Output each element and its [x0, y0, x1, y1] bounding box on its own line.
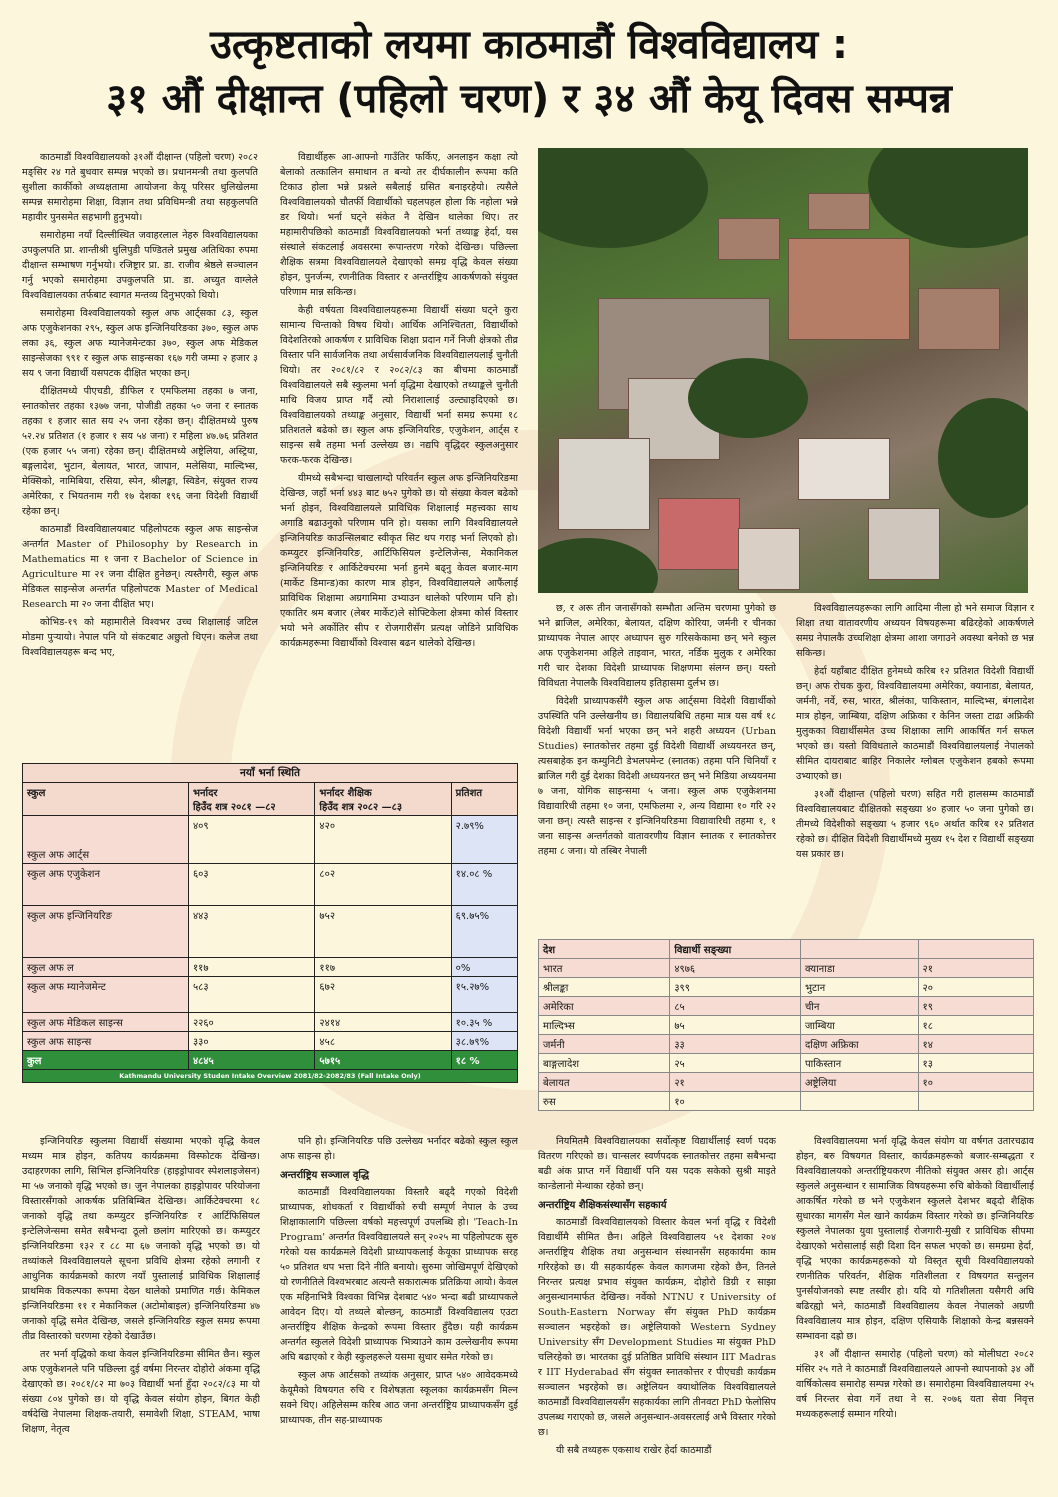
- table-row: स्कुल अफ साइन्स ३३० ४५८ ३८.७९%: [23, 1032, 518, 1051]
- table-row: भारत ४९७६ क्यानाडा २१: [539, 959, 1034, 978]
- table-footer: Kathmandu University Studen Intake Overview 2081/82-2082/83 (Fall Intake Only): [23, 1070, 518, 1083]
- paragraph: इन्जिनियरिङ स्कुलमा विद्यार्थी संख्यामा भएको वृद्धि केवल मध्यम मात्र होइन, कतिपय कार्यक्रममा विस्फोटक देखिन्छ। उदाहरणका लागि, सिभिल इन्जिनियरिङ (हाइड्रोपावर स्पेशलाइजेसन) मा ५७ जनाको वृद्धि भएको छ। जुन नेपालका हाइड्रोपावर परियोजना विस्तारसँगको आकर्षक प्रतिबिम्बित देखिन्छ। आर्किटेक्चरमा १८ जनाको वृद्धि तथा कम्प्युटर इन्जिनियरिङ र आर्टिफिसियल इन्टेलिजेन्समा समेत सबैभन्दा ठूलो छलांग मारिएको छ। कम्प्युटर इन्जिनियरिङमा १३२ र ८८ मा ६७ जनाको वृद्धि भएको छ। यो तथ्यांकले विश्वविद्यालयले सूचना प्रविधि क्षेत्रमा रहेको लगानी र आधुनिक कार्यक्रमको कारण नयाँ पुस्तालाई प्राविधिक शिक्षालाई प्राथमिक विकल्पका रूपमा देख्न थालेको प्रमाणित गर्छ। केमिकल इन्जिनियरिङमा ११ र मेकानिकल (अटोमोबाइल) इन्जिनियरिङमा ४७ जनाको वृद्धि समेत देखिन्छ, जसले इन्जिनियरिङ स्कुल समग्र रूपमा तीव्र विस्तारको चरणमा रहेको देखाउँछ।: [22, 1136, 260, 1342]
- paragraph: नियमितमै विश्वविद्यालयका सर्वोत्कृष्ट विद्यार्थीलाई स्वर्ण पदक वितरण गरिएको छ। चान्सलर स्वर्णपदक स्नातकोत्तर तहमा सबैभन्दा बढी अंक प्राप्त गर्ने विद्यार्थी पनि यस पदक सकेको सुश्री माइते कान्डेलानो मेन्थाका रहेको छन्।: [538, 1136, 776, 1192]
- table-header-row: देश विद्यार्थी सङ्ख्या: [539, 940, 1034, 959]
- paragraph: छ, र अरू तीन जनासँगको सम्भौता अन्तिम चरणमा पुगेको छ भने ब्राजिल, अमेरिका, बेलायत, दक्षिण कोरिया, जर्मनी र चीनका प्राध्यापक नेपाल आएर अध्यापन सुरु गरिसकेकामा छन् भने स्कुल अफ एजुकेशनमा अहिले ताइवान, भारत, नर्डिक मुलुक र अमेरिका गरी चार देशका विदेशी प्राध्यापक शिक्षणमा संलग्न छन्। यस्तो विविधता नेपालकै विश्वविद्यालय इतिहासमा दुर्लभ छ।: [538, 603, 776, 689]
- subheading: अन्तर्राष्ट्रिय शैक्षिकसंस्थासँग सहकार्य: [538, 1200, 667, 1211]
- headline-line-1: उत्कृष्टताको लयमा काठमाडौं विश्वविद्यालय :: [209, 22, 849, 68]
- column-header: प्रतिशत: [451, 783, 517, 816]
- paragraph: विश्वविद्यालयमा भर्ना वृद्धि केवल संयोग या वर्षगत उतारचढाव होइन, बरु विषयगत विस्तार, कार्यक्रमहरूको बजार-सम्बद्धता र विश्वविद्यालयको अन्तर्राष्ट्रियकरण नीतिको संयुक्त असर हो। आर्ट्स स्कुलले अनुसन्धान र सामाजिक विषयहरूमा रुचि बोकेको विद्यार्थीलाई आकर्षित गरेको छ भने एजुकेशन स्कुलले देशभर बढ्दो शैक्षिक सुधारका मागसँग मेल खाने कार्यक्रम विस्तार गरेको छ। इन्जिनियरिङ स्कुलले नेपालका युवा पुस्तालाई रोजगारी-मुखी र प्राविधिक सीपमा देखाएको भरोसालाई सही दिशा दिन सफल भएको छ। समग्रमा हेर्दा, वृद्धि भएका कार्यक्रमहरूको यो विस्तृत सूची विश्वविद्यालयको रणनीतिक परिवर्तन, शैक्षिक गतिशीलता र विषयगत सन्तुलन पुनर्संयोजनको स्पष्ट तस्वीर हो। यदि यो गतिशीलता यसैगरी अघि बढिरह्यो भने, काठमाडौं विश्वविद्यालय केवल नेपालको अग्रणी विश्वविद्यालय मात्र होइन, दक्षिण एसियाकै शिक्षाको केन्द्र बन्नसक्ने सम्भावना दह्रो छ।: [796, 1136, 1034, 1342]
- column-header: भर्नादर हिउँद शत्र २०८१ —८२: [188, 783, 314, 816]
- paragraph: विद्यार्थीहरू आ-आफ्नो गाउँतिर फर्किए, अनलाइन कक्षा त्यो बेलाको तत्कालिन समाधान त बन्यो तर दीर्घकालीन रूपमा कति टिकाउ होला भन्ने प्रश्नले सबैलाई ग्रसित बनाइरहेयो। त्यसैले विश्वविद्यालयको चौतर्फी विद्यार्थीको चहलपहल होला कि नहोला भन्ने डर थियो। भर्ना घट्ने संकेत नै देखिन थालेका थिए। तर महामारीपछिको काठमाडौं विश्वविद्यालयको भर्ना तथ्याङ्क हेर्दा, यस संस्थाले संकटलाई अवसरमा रूपान्तरण गरेको देखिन्छ। पछिल्ला शैक्षिक सत्रमा विश्वविद्यालयले देखाएको समग्र वृद्धि केवल संख्या होइन, पुनर्जन्म, रणनीतिक विस्तार र अन्तर्राष्ट्रिय आकर्षणको संयुक्त परिणाम मान्न सकिन्छ।: [280, 152, 518, 298]
- paragraph: काठमाडौं विश्वविद्यालयको विस्तार केवल भर्ना वृद्धि र विदेशी विद्यार्थीमै सीमित छैन। अहिले विश्वविद्यालय ५१ देशका २०४ अन्तर्राष्ट्रिय शैक्षिक तथा अनुसन्धान संस्थानसँग सहकार्यमा काम गरिरहेको छ। यी सहकार्यहरू केवल कागजमा रहेको छैन, तिनले निरन्तर प्रत्यक्ष प्रभाव संयुक्त कार्यक्रम, दोहोरो डिग्री र साझा अनुसन्धानमार्फत देखिन्छ। नर्वेको NTNU र University of South-Eastern Norway सँग संयुक्त PhD कार्यक्रम सञ्चालन भइरहेको छ। अष्ट्रेलियाको Western Sydney University सँग Development Studies मा संयुक्त PhD चलिरहेको छ। भारतका दुई प्रतिष्ठित प्राविधि संस्थान IIT Madras र IIT Hyderabad सँग संयुक्त स्नातकोत्तर र पीएचडी कार्यक्रम सञ्चालन भइरहेको छ। अष्ट्रेलियन क्याथोलिक विश्वविद्यालयले काठमाडौं विश्वविद्यालयसँग सहकार्यका लागि तीनवटा PhD फेलोसिप उपलब्ध गराएको छ, जसले अनुसन्धान-अवसरलाई अभै विस्तार गरेको छ।: [538, 1217, 776, 1438]
- article-column-6: [280, 1134, 518, 1488]
- article-column-8: [796, 1134, 1034, 1488]
- paragraph: हेर्दा यहाँबाट दीक्षित हुनेमध्ये करिब १२ प्रतिशत विदेशी विद्यार्थी छन्। अफ रोचक कुरा, विश्वविद्यालयमा अमेरिका, क्यानाडा, बेलायत, जर्मनी, नर्वे, रुस, भारत, श्रीलंका, पाकिस्तान, माल्दिभ्स, बंगलादेश मात्र होइन, जाम्बिया, दक्षिण अफ्रिका र केनिन जस्ता टाढा अफ्रिकी मुलुकका विद्यार्थीसमेत उच्च शिक्षाका लागि आकर्षित गर्न सफल भएको छ। यस्तो विविधताले काठमाडौं विश्वविद्यालयलाई नेपालको सीमित दायराबाट बाहिर निकालेर ग्लोबल एजुकेशन हबको रूपमा उभ्याएको छ।: [796, 666, 1034, 782]
- paragraph: काठमाडौं विश्वविद्यालयबाट पहिलोपटक स्कुल अफ साइन्सेज अन्तर्गत Master of Philosophy by Research in Mathematics मा १ जना र Bachelor of Science in Agriculture मा २१ जना दीक्षित हुनेछन्। त्यस्तैगरी, स्कुल अफ मेडिकल साइन्सेज अन्तर्गत पहिलोपटक Master of Medical Research मा २० जना दीक्षित भए।: [22, 524, 258, 610]
- campus-aerial-photo: [538, 148, 1028, 593]
- article-column-4: [796, 601, 1034, 933]
- table-row: श्रीलङ्का ३९९ भुटान २०: [539, 978, 1034, 997]
- article-column-5: [22, 1134, 260, 1488]
- enrollment-table: [22, 763, 518, 1083]
- paragraph: यी सबै तथ्यहरू एकसाथ राखेर हेर्दा काठमाडौं: [556, 1445, 712, 1456]
- paragraph: पनि हो। इन्जिनियरिङ पछि उल्लेख्य भर्नादर बढेको स्कुल स्कुल अफ साइन्स हो।: [280, 1136, 518, 1162]
- paragraph: काठमाडौं विश्वविद्यालयका विस्तारै बढ्दै गएको विदेशी प्राध्यापक, शोधकर्ता र विद्यार्थीको रुची सम्पूर्ण नेपाल के उच्च शिक्षाकालागि पछिल्ला वर्षको महत्त्वपूर्ण उपलब्धि हो। 'Teach-In Program' अन्तर्गत विश्वविद्यालयले सन् २०२५ मा पहिलोपटक सुरु गरेको यस कार्यक्रमले विदेशी प्राध्यापकलाई केयूका प्राध्यापक सरह ५० प्रतिशत थप भत्ता दिने नीति बनायो। सुरुमा जोखिमपूर्ण देखिएको यो रणनीतिले विश्वभरबाट अत्यन्तै सकारात्मक प्रतिक्रिया आयो। केवल एक महिनाभित्रै विश्वका विभिन्न देशबाट ५४० भन्दा बढी प्राध्यापकले आवेदन दिए। यो तथ्यले बोल्छन्, काठमाडौं विश्वविद्यालय एउटा अन्तर्राष्ट्रिय शैक्षिक केन्द्रको रूपमा विस्तार हुँदैछ। यही कार्यक्रम अन्तर्गत स्कुलले विदेशी प्राध्यापक भित्र्याउने काम उल्लेखनीय रूपमा अघि बढाएको र केही स्कुलहरूले यसमा सुधार समेत गरेको छ।: [280, 1187, 518, 1363]
- headline: [0, 18, 1058, 126]
- paragraph: ३१औं दीक्षान्त (पहिलो चरण) सहित गरी हालसम्म काठमाडौं विश्वविद्यालयबाट दीक्षितको सङ्ख्या ४० हजार ५० जना पुगेको छ। तीमध्ये विदेशीको सङ्ख्या ५ हजार ९६० अर्थात करिब १२ प्रतिशत रहेको छ। दीक्षित विदेशी विद्यार्थीमध्ये मुख्य १५ देश र विद्यार्थी सङ्ख्या यस प्रकार छ।: [796, 789, 1034, 860]
- paragraph: ३१ औं दीक्षान्त समारोह (पहिलो चरण) को मोलीघटा २०८२ मंसिर २५ गते ने काठमाडौं विश्वविद्यालयले आफ्नो स्थापनाको ३४ औं वार्षिकोत्सव समारोह सम्पन्न गरेको छ। समारोहमा विश्वविद्यालयमा २५ वर्ष निरन्तर सेवा गर्ने तथा ने स. २०७६ यता सेवा निवृत्त मध्यकहरूलाई सम्मान गरियो।: [796, 1349, 1034, 1420]
- headline-line-2: ३१ औं दीक्षान्त (पहिलो चरण) र ३४ औं केयू दिवस सम्पन्न: [106, 76, 952, 122]
- article-column-3: [538, 601, 776, 933]
- table-row: स्कुल अफ ल ११७ ११७ ०%: [23, 958, 518, 977]
- table-row: बेलायत २१ अष्ट्रेलिया १०: [539, 1073, 1034, 1092]
- table-caption: नयाँ भर्ना स्थिति: [23, 764, 518, 783]
- table-row: जर्मनी ३३ दक्षिण अफ्रिका १४: [539, 1035, 1034, 1054]
- table-row: स्कुल अफ इन्जिनियरिङ ४४३ ७५२ ६९.७५%: [23, 906, 518, 958]
- paragraph: काठमाडौं विश्वविद्यालयको ३१औं दीक्षान्त (पहिलो चरण) २०८२ मङ्सिर २४ गते बुधवार सम्पन्न भएको छ। प्रधानमन्त्री तथा कुलपति सुशीला कार्कीको अध्यक्षतामा आयोजना केयू परिसर धुलिखेलमा सम्पन्न समारोहमा शिक्षा, विज्ञान तथा प्रविधिमन्त्री तथा सहकुलपति महावीर पुनसमेत सहभागी हुनुभयो।: [22, 152, 258, 223]
- paragraph: विश्वविद्यालयहरूका लागि आदिमा नीला हो भने समाज विज्ञान र शिक्षा तथा वातावरणीय अध्ययन विषयहरूमा बढिरहेको आकर्षणले समग्र नेपालकै उच्चशिक्षा क्षेत्रमा आशा जगाउने अवस्था बनेको छ भन्न सकिन्छ।: [796, 603, 1034, 659]
- country-student-table: [538, 939, 1034, 1111]
- subheading: अन्तर्राष्ट्रिय सञ्जाल वृद्धि: [280, 1170, 369, 1181]
- table-row: स्कुल अफ मेडिकल साइन्स २२६० २४१४ १०.३५ %: [23, 1013, 518, 1032]
- column-header: स्कुल: [23, 783, 189, 816]
- article-column-7: [538, 1134, 776, 1488]
- article-column-1: [22, 150, 258, 756]
- table-row: रुस १०: [539, 1092, 1034, 1111]
- paragraph: समारोहमा नयाँ दिल्लीस्थित जवाहरलाल नेहरु विश्वविद्यालयका उपकुलपति प्रा. शान्तीश्री धुलिपुडी पण्डितले प्रमुख अतिथिका रुपमा दीक्षान्त सम्भाषण गर्नुभयो। रजिष्ट्रार प्रा. डा. राजीव श्रेष्ठले सञ्चालन गर्नु भएको समारोहमा उपकुलपति प्रा. डा. अच्युत वाग्लेले विश्वविद्यालयका तर्फबाट स्वागत मन्तव्य दिनुभएको थियो।: [22, 230, 258, 301]
- paragraph: स्कुल अफ आर्टसको तथ्यांक अनुसार, प्राप्त ५४० आवेदकमध्ये केयूमैको विषयगत रुचि र विशेषज्ञता स्कूलका कार्यक्रमसँग मिल्न सक्ने थिए। अहिलेसम्म करिब आठ जना अन्तर्राष्ट्रिय प्राध्यापकसँग दुई प्राध्यापक, तीन सह-प्राध्यापक: [280, 1370, 518, 1426]
- table-row: बाङ्गलादेश २५ पाकिस्तान १३: [539, 1054, 1034, 1073]
- paragraph: कोभिड-१९ को महामारीले विश्वभर उच्च शिक्षालाई जटिल मोडमा पुऱ्यायो। नेपाल पनि यो संकटबाट अछुतो थिएन। कलेज तथा विश्वविद्यालयहरू बन्द भए,: [22, 617, 258, 658]
- article-column-2: [280, 150, 518, 756]
- table-total-row: कुल ४८४५ ५७१५ १८ %: [23, 1051, 518, 1070]
- paragraph: समारोहमा विश्वविद्यालयको स्कुल अफ आर्ट्सका ८३, स्कुल अफ एजुकेशनका २९५, स्कुल अफ इन्जिनियरिङका ३७०, स्कुल अफ लका ३६, स्कुल अफ म्यानेजमेन्टका ३७०, स्कुल अफ मेडिकल साइन्सेजका ९९१ र स्कुल अफ साइन्सका १६७ गरी जम्मा २ हजार ३ सय ९ जना विद्यार्थी यसपटक दीक्षित भएका छन्।: [22, 308, 258, 379]
- table-row: स्कुल अफ एजुकेशन ६०३ ८०२ १४.०८ %: [23, 864, 518, 906]
- paragraph: दीक्षितमध्ये पीएचडी, डीफिल र एमफिलमा तहका ७ जना, स्नातकोत्तर तहका १३७७ जना, पोजीडी तहका ५० जना र स्नातक तहका १ हजार सात सय २५ जना रहेका छन्। दीक्षितमध्ये पुरुष ५२.२४ प्रतिशत (१ हजार १ सय ५४ जना) र महिला ४७.७६ प्रतिशत (एक हजार ५५ जना) रहेका छन्। दीक्षितमध्ये अष्ट्रेलिया, अस्ट्रिया, बङ्गलादेश, भुटान, बेलायत, भारत, जापान, मलेसिया, माल्दिभ्स, मेक्सिको, नामिबिया, रसिया, स्पेन, श्रीलङ्का, स्विडेन, संयुक्त राज्य अमेरिका, र भियतनाम गरी १७ देशका १९६ जना विदेशी विद्यार्थी रहेका छन्।: [22, 386, 258, 517]
- paragraph: यीमध्ये सबैभन्दा चाखलाग्दो परिवर्तन स्कुल अफ इन्जिनियरिङमा देखिन्छ, जहाँ भर्ना ४४३ बाट ७५२ पुगेको छ। यो संख्या केवल बढेको भर्ना होइन, विश्वविद्यालयले प्राविधिक शिक्षालाई महत्त्वका साथ अगाडि बढाउनुको परिणाम पनि हो। यसका लागि विश्वविद्यालयले इन्जिनियरिङ काउन्सिलबाट स्वीकृत सिट थप गराइ भर्ना लिएको हो। कम्प्युटर इन्जिनियरिङ, आर्टिफिसियल इन्टेलिजेन्स, मेकानिकल इन्जिनियरिङ र आर्किटेक्चरमा भर्ना हुनमे बढ्नु केवल बजार-माग (मार्केट डिमान्ड)का कारण मात्र होइन, विश्वविद्यालयले आफैंलाई प्राविधिक शिक्षामा अग्रगामिमा उभ्याउन थालेको परिणाम पनि हो। एकातिर श्रम बजार (लेबर मार्केट)ले सोफ्टिकेला क्षेत्रमा कोर्स विस्तार भयो भने अर्कोतिर सीप र रोजगारीसँग प्रत्यक्ष जोडिने प्राविधिक कार्यक्रमहरूमा विद्यार्थीको विश्वास बढन थालेको देखिन्छ।: [280, 473, 518, 649]
- column-header: भर्नादर शैक्षिक हिउँद शत्र २०८२ —८३: [315, 783, 451, 816]
- table-row: माल्दिभ्स ७५ जाम्बिया १८: [539, 1016, 1034, 1035]
- paragraph: तर भर्ना वृद्धिको कथा केवल इन्जिनियरिङमा सीमित छैन। स्कुल अफ एजुकेशनले पनि पछिल्ला दुई वर्षमा निरन्तर दोहोरो अंकमा वृद्धि देखाएको छ। २०८१/८२ मा ७०३ विद्यार्थी भर्ना हुँदा २०८२/८३ मा यो संख्या ८०४ पुगेको छ। यो वृद्धि केवल संयोग होइन, बिगत केही वर्षदेखि नेपालमा शिक्षक-तयारी, समावेशी शिक्षा, STEAM, भाषा शिक्षण, नेतृत्व: [22, 1349, 260, 1435]
- paragraph: विदेशी प्राध्यापकसँगै स्कुल अफ आर्ट्समा विदेशी विद्यार्थीको उपस्थिति पनि उल्लेखनीय छ। विद्यालयबिधि तहमा मात्र यस वर्ष १८ विदेशी विद्यार्थी भर्ना भएका छन् भने शहरी अध्ययन (Urban Studies) स्नातकोत्तर तहमा दुई विदेशी विद्यार्थी अध्ययनरत छन्, त्यसबाहेक इन कम्युनिटी डेभलपमेन्ट (स्नातक) तहमा पनि चिनियाँ र ब्राजिल गरी दुई देशका विदेशी अध्ययनरत छन् भने मिडिया अध्ययनमा ७ जना, योगिक साइन्समा ५ जना। स्कुल अफ एजुकेशनमा विद्यावारिधी तहमा १० जना, एमफिलमा २, अन्य विद्यामा १० गरि २२ जना छन्। त्यस्तै साइन्स र इन्जिनियरिङमा विद्यावारिधी तहमा १, १ जना साइन्स अन्तर्गतको वातावरणीय विज्ञान स्नातक र स्नातकोत्तर तहमा ८ जना। यो तस्बिर नेपाली: [538, 696, 776, 857]
- table-row: स्कुल अफ म्यानेजमेन्ट ५८३ ६७२ १५.२७%: [23, 977, 518, 1013]
- table-row: अमेरिका ८५ चीन १९: [539, 997, 1034, 1016]
- paragraph: केही वर्षयता विश्वविद्यालयहरूमा विद्यार्थी संख्या घट्ने कुरा सामान्य चिन्ताको विषय थियो। आर्थिक अनिश्चितता, विद्यार्थीको विदेशतिरको आकर्षण र प्राविधिक शिक्षा प्रदान गर्ने निजी क्षेत्रको तीव्र विस्तार पनि सार्वजनिक तथा अर्धसार्वजनिक विश्वविद्यालयलाई चुनौती थियो। तर २०८१/८२ र २०८२/८३ का बीचमा काठमाडौं विश्वविद्यालयले सबै स्कुलमा भर्ना वृद्धिमा देखाएको तथ्याङ्कले चुनौती माथि विजय प्राप्त गर्दै त्यो निराशालाई उल्ट्याइदिएको छ। विश्वविद्यालयको तथ्याङ्क अनुसार, विद्यार्थी भर्ना समग्र रूपमा १८ प्रतिशतले बढेको छ। स्कुल अफ इन्जिनियरिङ, एजुकेशन, आर्ट्स र साइन्स सबै तहमा भर्ना उल्लेख्य छ। नद्यपि वृद्धिदर स्कुलअनुसार फरक-फरक देखिन्छ।: [280, 305, 518, 466]
- table-row: स्कुल अफ आर्ट्स ४०९ ४२० २.७९%: [23, 816, 518, 864]
